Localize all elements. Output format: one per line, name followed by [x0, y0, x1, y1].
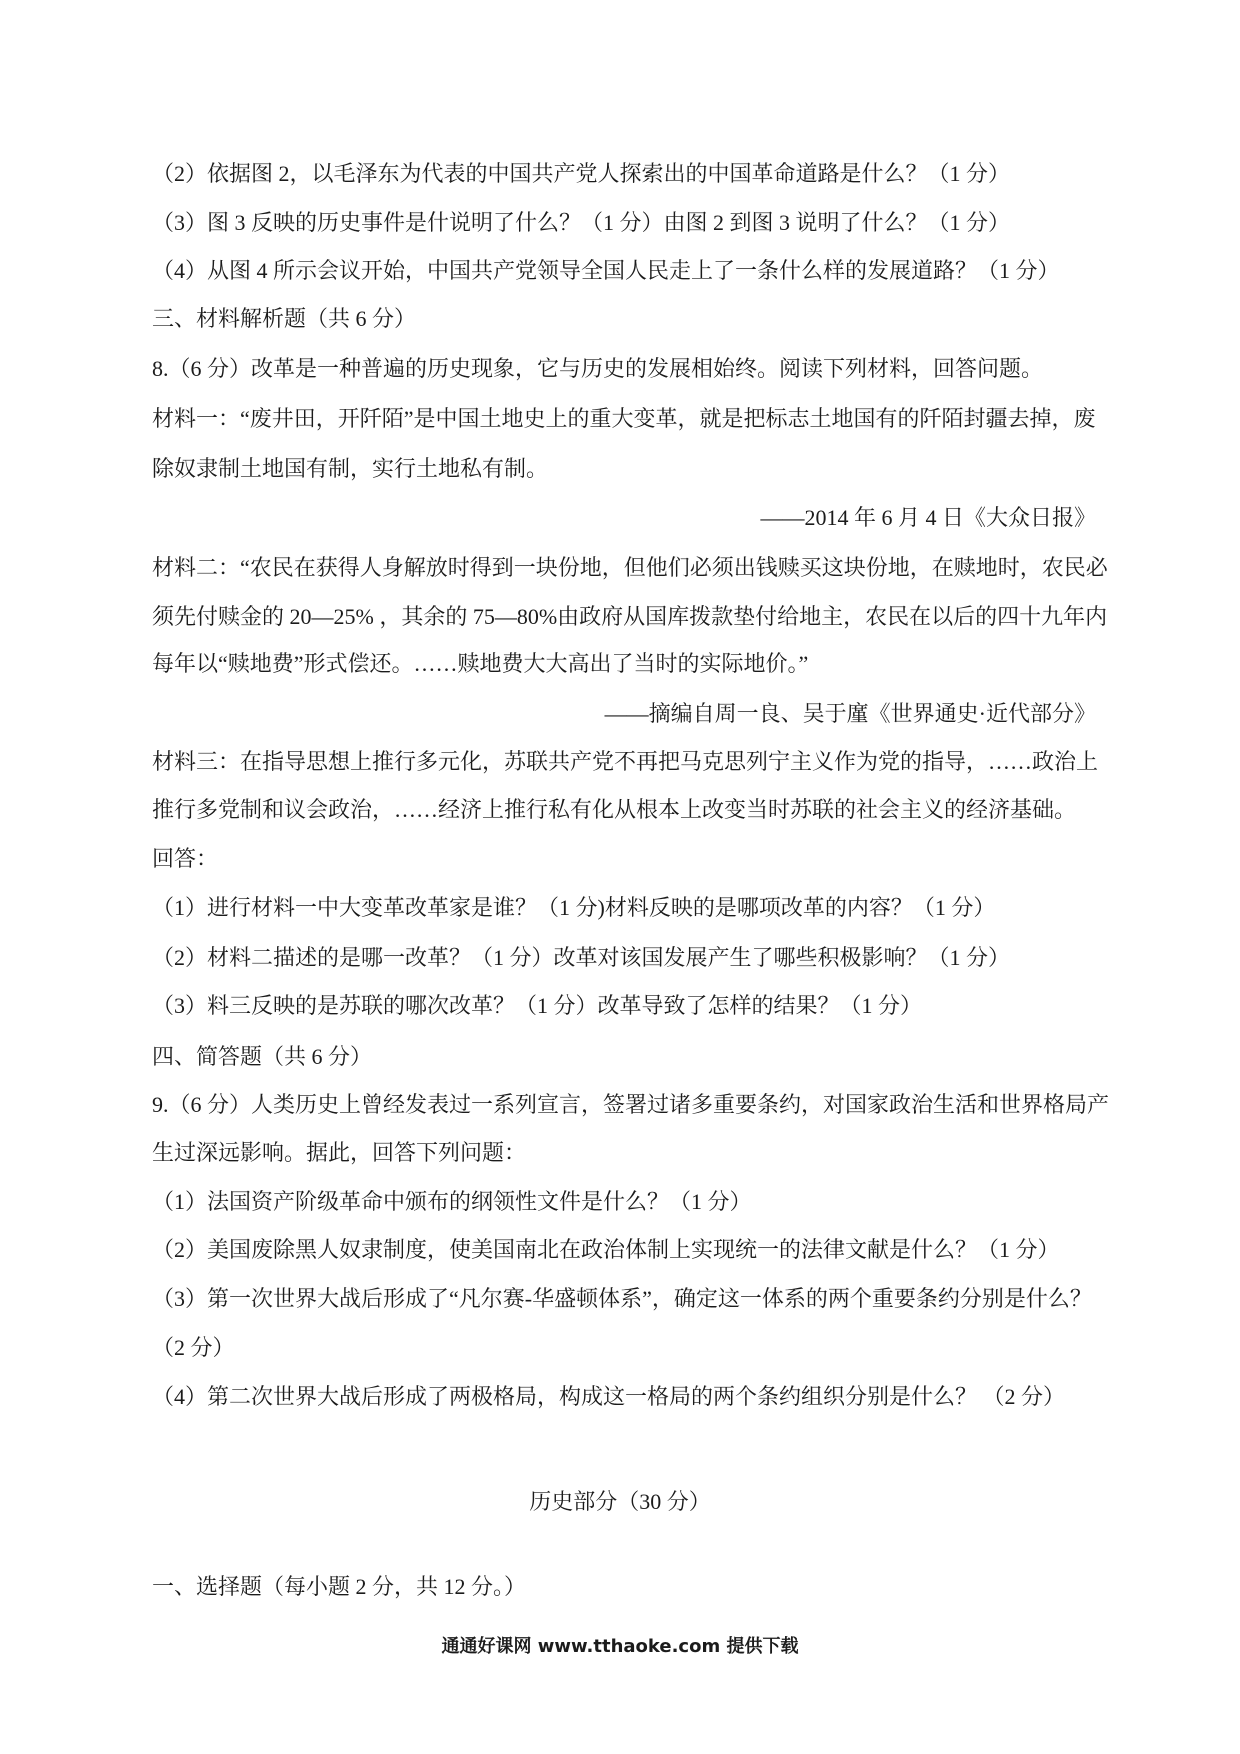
question-7-part-3: （3）图 3 反映的历史事件是什说明了什么？（1 分）由图 2 到图 3 说明了什么？（1 分） [152, 210, 1011, 235]
question-8-part-3: （3）料三反映的是苏联的哪次改革？（1 分）改革导致了怎样的结果？（1 分） [152, 993, 923, 1018]
material-2-line-2: 须先付赎金的 20—25% ，其余的 75—80%由政府从国库拨款垫付给地主，农民在以后的四十九年内 [152, 604, 1108, 629]
question-9-part-3-line-2: （2 分） [152, 1335, 235, 1360]
material-2-line-3: 每年以“赎地费”形式偿还。……赎地费大大高出了当时的实际地价。” [152, 651, 809, 676]
question-8-part-2: （2）材料二描述的是哪一改革？（1 分）改革对该国发展产生了哪些积极影响？（1 分） [152, 945, 1011, 970]
question-9-stem-line-2: 生过深远影响。据此，回答下列问题： [152, 1140, 527, 1165]
material-3-line-1: 材料三：在指导思想上推行多元化，苏联共产党不再把马克思列宁主义作为党的指导，……政治上 [152, 749, 1099, 774]
question-9-part-1: （1）法国资产阶级革命中颁布的纲领性文件是什么？（1 分） [152, 1189, 752, 1214]
page-footer: 通通好课网 www.tthaoke.com 提供下载 [441, 1636, 799, 1657]
material-1-source: ——2014 年 6 月 4 日《大众日报》 [760, 505, 1096, 530]
material-1-line-1: 材料一：“废井田，开阡陌”是中国土地史上的重大变革，就是把标志土地国有的阡陌封疆去掉，废 [152, 406, 1096, 431]
question-8-part-1: （1）进行材料一中大变革改革家是谁？（1 分)材料反映的是哪项改革的内容？（1 分） [152, 895, 996, 920]
question-7-part-2: （2）依据图 2，以毛泽东为代表的中国共产党人探索出的中国革命道路是什么？（1 分） [152, 161, 1011, 186]
material-1-line-2: 除奴隶制土地国有制，实行土地私有制。 [152, 456, 549, 481]
history-section-1-heading: 一、选择题（每小题 2 分，共 12 分。） [152, 1574, 527, 1599]
section-4-heading: 四、简答题（共 6 分） [152, 1044, 373, 1069]
answer-label: 回答： [152, 846, 219, 871]
history-part-title: 历史部分（30 分） [529, 1489, 711, 1514]
question-9-part-4: （4）第二次世界大战后形成了两极格局，构成这一格局的两个条约组织分别是什么？ （2 分） [152, 1384, 1066, 1409]
question-9-stem-line-1: 9.（6 分）人类历史上曾经发表过一系列宣言，签署过诸多重要条约，对国家政治生活和世界格局产 [152, 1092, 1110, 1117]
section-3-heading: 三、材料解析题（共 6 分） [152, 306, 417, 331]
question-9-part-3-line-1: （3）第一次世界大战后形成了“凡尔赛-华盛顿体系”，确定这一体系的两个重要条约分别是什么？ [152, 1286, 1092, 1311]
material-2-line-1: 材料二：“农民在获得人身解放时得到一块份地，但他们必须出钱赎买这块份地，在赎地时，农民必 [152, 555, 1108, 580]
material-3-line-2: 推行多党制和议会政治，……经济上推行私有化从根本上改变当时苏联的社会主义的经济基础。 [152, 797, 1077, 822]
question-7-part-4: （4）从图 4 所示会议开始，中国共产党领导全国人民走上了一条什么样的发展道路？（1 分） [152, 258, 1060, 283]
material-2-source: ——摘编自周一良、吴于廑《世界通史·近代部分》 [604, 701, 1096, 726]
question-9-part-2: （2）美国废除黑人奴隶制度，使美国南北在政治体制上实现统一的法律文献是什么？（1 分） [152, 1237, 1060, 1262]
question-8-stem: 8.（6 分）改革是一种普遍的历史现象，它与历史的发展相始终。阅读下列材料，回答问题。 [152, 356, 1044, 381]
